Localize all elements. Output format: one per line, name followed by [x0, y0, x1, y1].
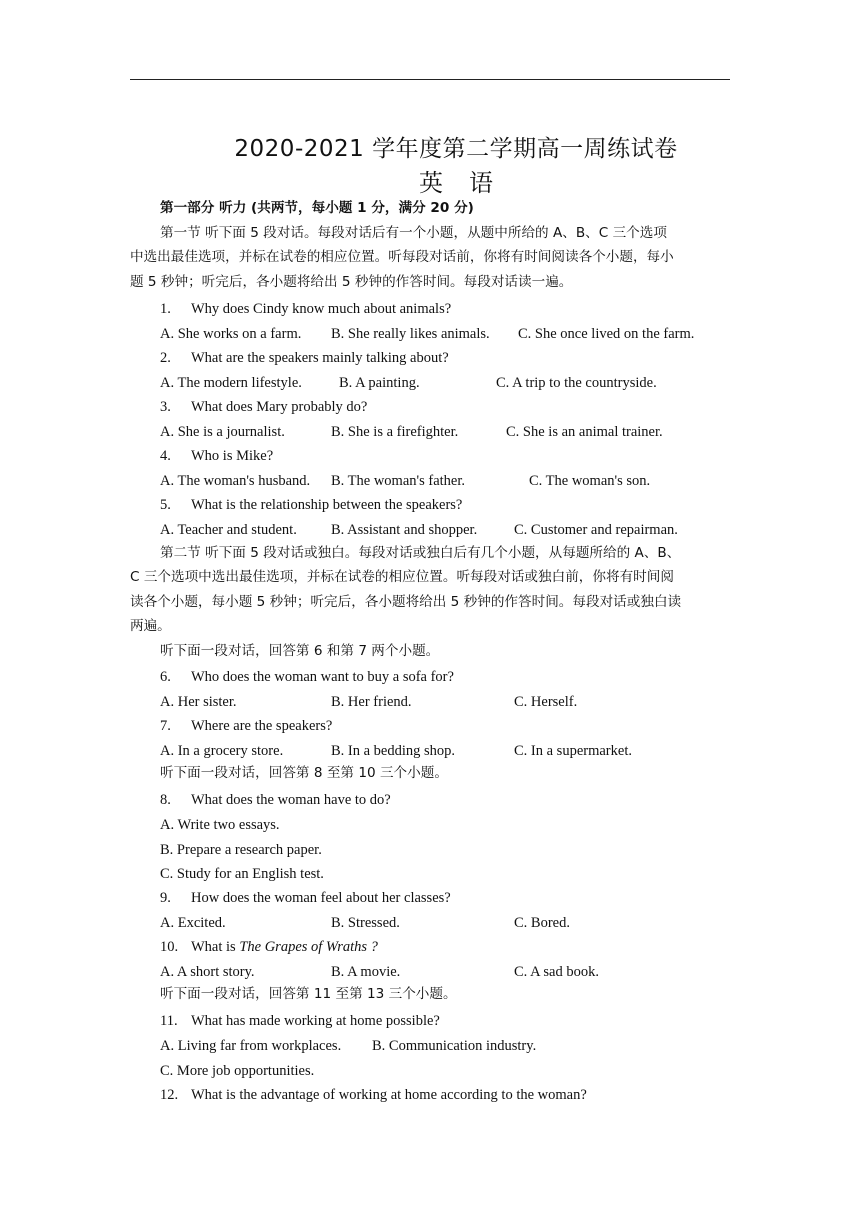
- option-b: B. She really likes animals.: [331, 326, 490, 342]
- option-b: B. A painting.: [339, 375, 420, 391]
- option-b: B. A movie.: [331, 964, 401, 980]
- option-b: B. In a bedding shop.: [331, 743, 456, 759]
- option-b: B. She is a firefighter.: [331, 424, 459, 440]
- question-number: 12.: [160, 1087, 179, 1103]
- question-10: [160, 940, 378, 955]
- option-a: A. She is a journalist.: [160, 424, 285, 440]
- question-5: [160, 498, 462, 513]
- instruction-q11-q13: 听下面一段对话，回答第 11 至第 13 三个小题。: [160, 986, 457, 1002]
- option-a: A. The modern lifestyle.: [160, 375, 302, 391]
- option-c: C. Customer and repairman.: [514, 522, 678, 538]
- question-number: 1.: [160, 301, 171, 317]
- option-c: C. A trip to the countryside.: [496, 375, 657, 391]
- option-a: A. Living far from workplaces.: [160, 1038, 342, 1054]
- question-3: [160, 400, 367, 415]
- section2-instructions-line1: 第二节 听下面 5 段对话或独白。每段对话或独白后有几个小题，从每题所给的 A、B、: [160, 545, 681, 561]
- question-text: What does Mary probably do?: [191, 399, 368, 415]
- question-text: Why does Cindy know much about animals?: [191, 301, 452, 317]
- question-12: [160, 1088, 587, 1103]
- question-number: 11.: [160, 1013, 178, 1029]
- question-number: 4.: [160, 448, 171, 464]
- option-c: C. The woman's son.: [529, 473, 651, 489]
- question-text: How does the woman feel about her classes?: [191, 890, 451, 906]
- question-text: Where are the speakers?: [191, 718, 333, 734]
- section2-instructions-line2: C 三个选项中选出最佳选项，并标在试卷的相应位置。听每段对话或独白前，你将有时间阅: [130, 569, 674, 585]
- section2-instructions-line3: 读各个小题，每小题 5 秒钟；听完后，各小题将给出 5 秒钟的作答时间。每段对话或独白读: [130, 594, 682, 610]
- option-b: B. Her friend.: [331, 694, 412, 710]
- option-c: C. In a supermarket.: [514, 743, 632, 759]
- subject-char-2: 语: [469, 169, 493, 197]
- section1-instructions-line3: 题 5 秒钟；听完后，各小题将给出 5 秒钟的作答时间。每段对话读一遍。: [130, 274, 573, 290]
- question-number: 2.: [160, 350, 171, 366]
- instruction-q6-q7: 听下面一段对话，回答第 6 和第 7 两个小题。: [160, 643, 440, 659]
- option-c: C. A sad book.: [514, 964, 599, 980]
- question-number: 8.: [160, 792, 171, 808]
- question-text: What is the relationship between the speakers?: [191, 497, 463, 513]
- option-b: B. Stressed.: [331, 915, 400, 931]
- option-c: C. More job opportunities.: [160, 1063, 315, 1079]
- section2-instructions-line4: 两遍。: [130, 618, 171, 634]
- question-7: [160, 719, 332, 734]
- option-c: C. Herself.: [514, 694, 578, 710]
- question-text: What has made working at home possible?: [191, 1013, 440, 1029]
- question-text: Who does the woman want to buy a sofa for?: [191, 669, 454, 685]
- option-a: A. A short story.: [160, 964, 255, 980]
- option-a: A. Write two essays.: [160, 817, 280, 833]
- instruction-q8-q10: 听下面一段对话，回答第 8 至第 10 三个小题。: [160, 765, 448, 781]
- question-2: [160, 351, 449, 366]
- option-a: A. Excited.: [160, 915, 226, 931]
- question-number: 7.: [160, 718, 171, 734]
- top-rule: [130, 79, 730, 80]
- question-9: [160, 891, 451, 906]
- subject-char-1: 英: [419, 169, 443, 197]
- part1-heading: 第一部分 听力 (共两节，每小题 1 分，满分 20 分): [160, 200, 474, 216]
- option-c: C. Bored.: [514, 915, 570, 931]
- option-b: B. Communication industry.: [372, 1038, 537, 1054]
- question-6: [160, 670, 454, 685]
- option-a: A. She works on a farm.: [160, 326, 302, 342]
- book-title: The Grapes of Wraths: [239, 939, 368, 955]
- question-text: What are the speakers mainly talking about?: [191, 350, 449, 366]
- option-a: A. The woman's husband.: [160, 473, 311, 489]
- question-8: [160, 793, 391, 808]
- option-b: B. Assistant and shopper.: [331, 522, 478, 538]
- option-a: A. Teacher and student.: [160, 522, 297, 538]
- question-4: [160, 449, 273, 464]
- question-1: [160, 302, 451, 317]
- question-number: 10.: [160, 939, 179, 955]
- section1-instructions-line2: 中选出最佳选项，并标在试卷的相应位置。听每段对话前，你将有时间阅读各个小题，每小: [130, 249, 674, 265]
- question-text: Who is Mike?: [191, 448, 274, 464]
- option-c: C. Study for an English test.: [160, 866, 324, 882]
- option-a: A. Her sister.: [160, 694, 237, 710]
- option-c: C. She once lived on the farm.: [518, 326, 695, 342]
- question-number: 9.: [160, 890, 171, 906]
- option-a: A. In a grocery store.: [160, 743, 284, 759]
- subject-title: [0, 163, 860, 198]
- option-b: B. Prepare a research paper.: [160, 842, 322, 858]
- question-text: What is the advantage of working at home according to the woman?: [191, 1087, 587, 1103]
- question-number: 5.: [160, 497, 171, 513]
- question-11: [160, 1014, 440, 1029]
- question-text-post: ?: [367, 939, 378, 955]
- page-title: 2020-2021 学年度第二学期高一周练试卷: [234, 136, 678, 162]
- question-text-pre: What is: [191, 939, 240, 955]
- option-c: C. She is an animal trainer.: [506, 424, 663, 440]
- question-number: 6.: [160, 669, 171, 685]
- option-b: B. The woman's father.: [331, 473, 466, 489]
- section1-instructions-line1: 第一节 听下面 5 段对话。每段对话后有一个小题，从题中所给的 A、B、C 三个选项: [160, 225, 667, 241]
- question-text: What does the woman have to do?: [191, 792, 391, 808]
- question-number: 3.: [160, 399, 171, 415]
